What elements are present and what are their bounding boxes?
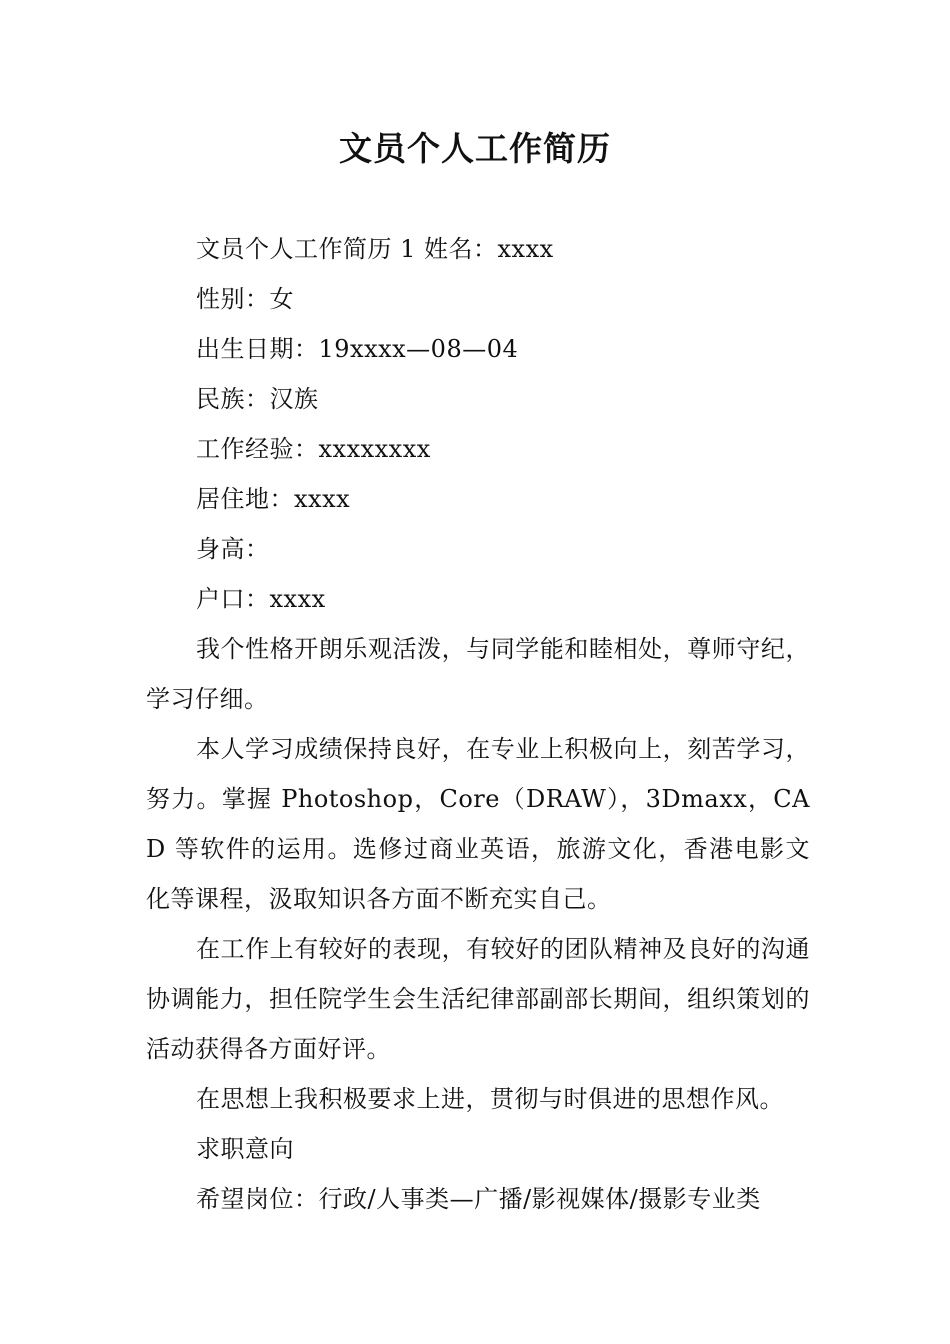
field-height: 身高： [196, 535, 270, 563]
job-position-line: 希望岗位：行政/人事类—广播/影视媒体/摄影专业类 [196, 1185, 761, 1213]
document-title: 文员个人工作简历 [339, 129, 611, 168]
section-heading-job-intent: 求职意向 [196, 1135, 294, 1163]
field-ethnicity: 民族：汉族 [196, 385, 319, 413]
field-residence: 居住地：xxxx [196, 485, 351, 513]
paragraph-work: 在工作上有较好的表现，有较好的团队精神及良好的沟通协调能力，担任院学生会生活纪律部副部长期间，组织策划的活动获得各方面好评。 [146, 935, 810, 1063]
paragraph-thought: 在思想上我积极要求上进，贯彻与时俱进的思想作风。 [196, 1085, 784, 1113]
field-birthdate: 出生日期：19xxxx—08—04 [196, 335, 519, 363]
document-body [146, 224, 810, 1224]
field-name: 文员个人工作简历 1 姓名：xxxx [196, 235, 554, 263]
paragraph-study: 本人学习成绩保持良好，在专业上积极向上，刻苦学习，努力。掌握 Photoshop，Core（DRAW），3Dmaxx，CAD 等软件的运用。选修过商业英语，旅游文化，香港电影文化等课程，汲取知识各方面不断充实自己。 [146, 735, 810, 913]
paragraph-personality: 我个性格开朗乐观活泼，与同学能和睦相处，尊师守纪，学习仔细。 [146, 635, 810, 713]
field-hukou: 户口：xxxx [196, 585, 326, 613]
field-gender: 性别：女 [196, 285, 294, 313]
field-experience: 工作经验：xxxxxxxx [196, 435, 431, 463]
